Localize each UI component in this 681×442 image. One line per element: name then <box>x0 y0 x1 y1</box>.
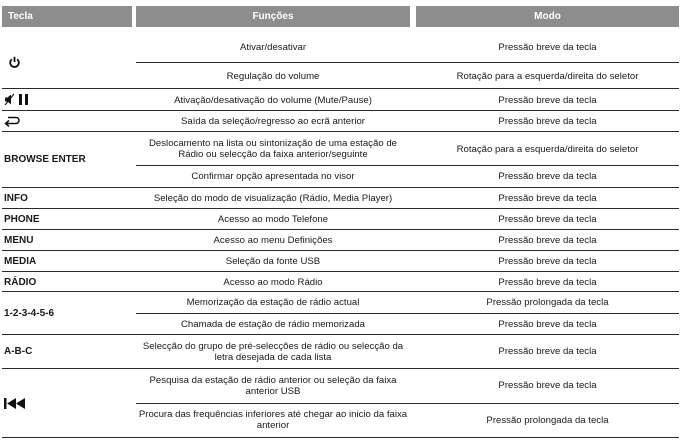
row-divider <box>2 208 679 209</box>
row-divider <box>2 187 679 188</box>
mute-pause-icon <box>4 93 34 106</box>
function-cell: Acesso ao modo Telefone <box>217 213 329 225</box>
key-previous <box>4 370 132 436</box>
mode-cell: Pressão breve da tecla <box>498 94 597 106</box>
function-cell: Pesquisa da estação de rádio anterior ou seleção da faixa anterior USB <box>149 374 397 397</box>
back-arrow-icon <box>4 115 20 127</box>
function-cell: Acesso ao menu Definições <box>213 234 333 246</box>
key-abc: A-B-C <box>4 346 33 357</box>
key-mute-pause <box>4 89 132 109</box>
function-cell: Selecção do grupo de pré-selecções de rádio ou selecção da letra desejada de cada lista <box>142 340 404 363</box>
function-cell: Seleção da fonte USB <box>225 255 321 267</box>
mode-cell: Pressão breve da tecla <box>498 318 597 330</box>
mode-cell: Pressão breve da tecla <box>498 276 597 288</box>
row-divider <box>2 271 679 272</box>
function-cell: Confirmar opção apresentada no visor <box>191 170 355 182</box>
header-key: Tecla <box>2 6 132 27</box>
function-cell: Memorização da estação de rádio actual <box>186 296 360 308</box>
key-media: MEDIA <box>4 255 37 267</box>
mode-cell: Pressão prolongada da tecla <box>486 296 609 308</box>
row-divider <box>136 403 679 404</box>
mode-cell: Rotação para a esquerda/direita do seletor <box>456 143 639 155</box>
row-divider <box>2 110 679 111</box>
mode-cell: Pressão breve da tecla <box>498 170 597 182</box>
row-divider <box>2 291 679 292</box>
key-radio: RÁDIO <box>4 276 37 288</box>
row-divider <box>2 334 679 335</box>
key-browse-enter: BROWSE ENTER <box>4 154 86 165</box>
function-cell: Ativação/desativação do volume (Mute/Pause) <box>174 94 372 106</box>
mode-cell: Pressão breve da tecla <box>498 115 597 127</box>
function-cell: Seleção do modo de visualização (Rádio, Media Player) <box>153 192 393 204</box>
key-info: INFO <box>4 192 28 204</box>
header-mode: Modo <box>416 6 679 27</box>
power-icon <box>8 56 21 69</box>
row-divider <box>136 165 679 166</box>
row-divider <box>2 88 679 89</box>
key-menu: MENU <box>4 234 34 246</box>
header-functions: Funções <box>136 6 410 27</box>
key-power <box>4 42 136 82</box>
row-divider <box>136 313 679 314</box>
row-divider <box>2 437 679 438</box>
key-phone: PHONE <box>4 213 40 225</box>
function-cell: Procura das frequências inferiores até chegar ao inicio da faixa anterior <box>138 409 408 431</box>
row-divider <box>2 229 679 230</box>
mode-cell: Pressão breve da tecla <box>498 380 597 391</box>
function-cell: Saída da seleção/regresso ao ecrã anterior <box>181 115 365 127</box>
previous-track-icon <box>4 398 28 409</box>
row-divider <box>2 368 679 369</box>
mode-cell: Pressão breve da tecla <box>498 346 597 357</box>
mode-cell: Pressão breve da tecla <box>498 255 597 267</box>
row-divider <box>2 250 679 251</box>
mode-cell: Pressão breve da tecla <box>498 192 597 204</box>
mode-cell: Pressão breve da tecla <box>498 41 597 53</box>
function-cell: Acesso ao modo Rádio <box>223 276 323 288</box>
function-cell: Ativar/desativar <box>239 41 307 53</box>
key-back <box>4 111 132 131</box>
mode-cell: Rotação para a esquerda/direita do seletor <box>456 70 639 82</box>
function-cell: Regulação do volume <box>226 70 320 82</box>
row-divider <box>2 131 679 132</box>
mode-cell: Pressão breve da tecla <box>498 234 597 246</box>
function-cell: Deslocamento na lista ou sintonização de uma estação de Rádio ou selecção da faixa anterior/seguinte <box>149 138 397 160</box>
key-presets: 1-2-3-4-5-6 <box>4 307 55 319</box>
function-cell: Chamada de estação de rádio memorizada <box>181 318 365 330</box>
row-divider <box>136 62 679 63</box>
mode-cell: Pressão breve da tecla <box>498 213 597 225</box>
mode-cell: Pressão prolongada da tecla <box>486 414 609 426</box>
